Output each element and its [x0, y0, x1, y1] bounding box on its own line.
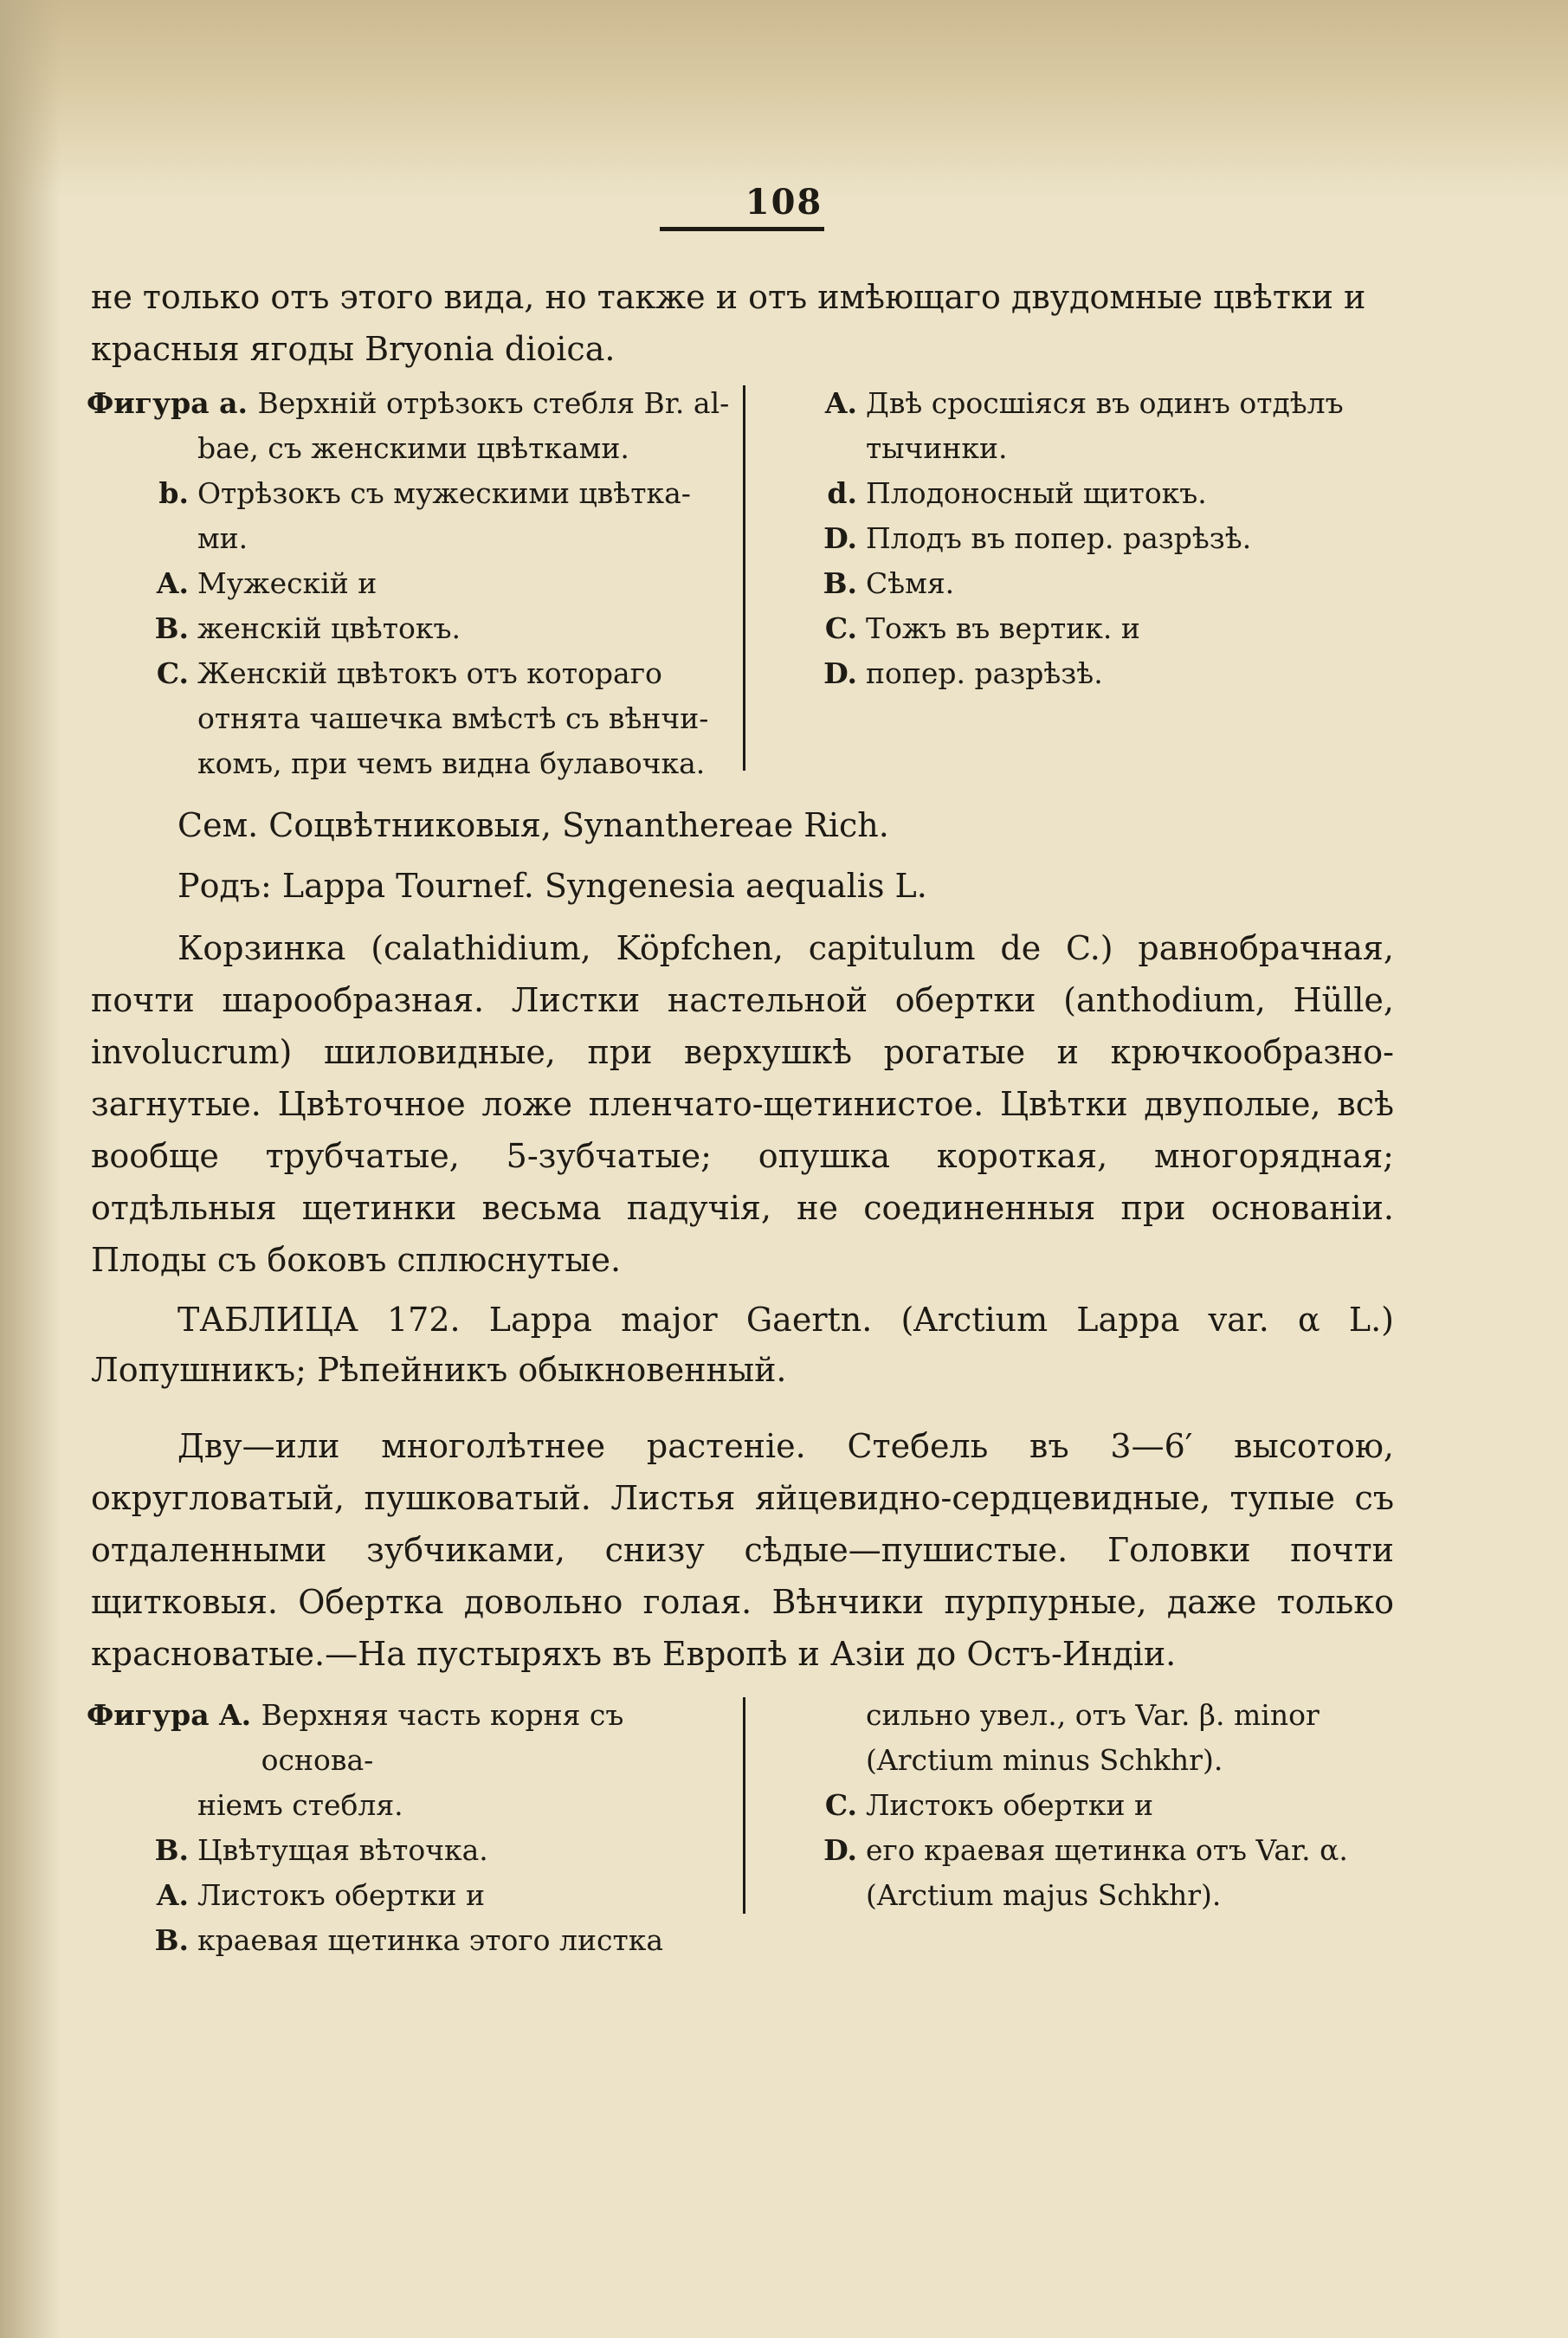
figure-letter: C.: [824, 611, 857, 645]
species-description: Дву—или многолѣтнее растеніе. Стебель въ 3—6′ высотою, округловатый, пушковатый. Листья яйцевидно-сердцевидные, тупые съ отдаленными зубчиками, снизу сѣдые—пушистые. Головки почти щитковыя. Обертка довольно голая. Вѣнчики пурпурные, даже только красноватые.—На пустыряхъ въ Европѣ и Азіи до Остъ-Индіи.: [91, 1427, 1394, 1673]
figure-legend-row: [87, 1828, 745, 1873]
figure-text: (Arctium minus Schkhr).: [866, 1743, 1223, 1777]
figure-legend-row: [810, 1828, 1398, 1873]
figure-letter: [87, 741, 197, 786]
page-top-stain: [0, 0, 1568, 199]
figure-text: ми.: [197, 521, 248, 555]
figure-text: попер. разрѣзѣ.: [866, 656, 1103, 690]
figure-legend-1-left: [87, 381, 745, 786]
intro-line-1: не только отъ этого вида, но также и отъ имѣющаго двудомные цвѣтки и: [91, 278, 1366, 316]
figure-text: Тожъ въ вертик. и: [866, 611, 1140, 645]
figure-legend-row: [87, 471, 745, 516]
figure-letter: B.: [154, 1833, 189, 1867]
figure-letter: B.: [154, 1923, 189, 1957]
figure-text: отнята чашечка вмѣстѣ съ вѣнчи-: [197, 701, 709, 735]
figure-letter: [87, 1783, 197, 1828]
figure-text: тычинки.: [866, 431, 1008, 465]
figure-letter: [810, 1873, 866, 1918]
figure-text: сильно увел., отъ Var. β. minor: [866, 1698, 1320, 1732]
figure-legend-row: [87, 1873, 745, 1918]
figure-letter: B.: [154, 611, 189, 645]
figure-legend-2-right: [810, 1693, 1398, 1918]
figure-label: Фигура a.: [87, 386, 258, 420]
figure-legend-row: [810, 426, 1398, 471]
figure-letter: D.: [823, 521, 857, 555]
figure-letter: [87, 426, 197, 471]
figure-text: Плодоносный щитокъ.: [866, 476, 1207, 510]
figure-letter: [810, 426, 866, 471]
figure-letter: [87, 516, 197, 561]
figure-legend-1-divider: [743, 385, 745, 771]
figure-letter: [87, 696, 197, 741]
intro-line-2: красныя ягоды Bryonia dioica.: [91, 330, 616, 368]
figure-label: Фигура A.: [87, 1698, 261, 1732]
figure-legend-row: [87, 381, 745, 426]
figure-legend-2-divider: [743, 1697, 745, 1914]
figure-letter: [810, 1738, 866, 1783]
page-number-rule: [660, 227, 824, 231]
figure-legend-row: [810, 1693, 1398, 1738]
figure-legend-row: [87, 516, 745, 561]
figure-text: Листокъ обертки и: [866, 1788, 1153, 1822]
figure-text: Верхній отрѣзокъ стебля Br. al-: [257, 386, 730, 420]
figure-text: краевая щетинка этого листка: [197, 1923, 664, 1957]
figure-legend-row: [87, 741, 745, 786]
figure-text: Плодъ въ попер. разрѣзѣ.: [866, 521, 1252, 555]
figure-text: Цвѣтущая вѣточка.: [197, 1833, 488, 1867]
figure-letter: A.: [156, 566, 189, 600]
figure-legend-row: [810, 516, 1398, 561]
figure-legend-row: [87, 426, 745, 471]
figure-letter: d.: [827, 476, 857, 510]
figure-legend-row: [810, 471, 1398, 516]
figure-legend-2-left: [87, 1693, 745, 1963]
figure-legend-row: [87, 1783, 745, 1828]
figure-text: Сѣмя.: [866, 566, 955, 600]
page-number: 108: [745, 182, 823, 223]
figure-legend-row: [87, 696, 745, 741]
figure-text: ніемъ стебля.: [197, 1788, 403, 1822]
figure-text: Листокъ обертки и: [197, 1878, 485, 1912]
figure-text: женскій цвѣтокъ.: [197, 611, 461, 645]
table-heading: ТАБЛИЦА 172. Lappa major Gaertn. (Arctium Lappa var. α L.) Лопушникъ; Рѣпейникъ обыкновенный.: [91, 1301, 1394, 1389]
figure-text: Женскій цвѣтокъ отъ котораго: [197, 656, 662, 690]
figure-text: Двѣ сросшіяся въ одинъ отдѣлъ: [866, 386, 1344, 420]
figure-legend-1-right: [810, 381, 1398, 696]
figure-legend-row: [810, 1873, 1398, 1918]
figure-legend-row: [810, 1783, 1398, 1828]
figure-legend-row: [810, 381, 1398, 426]
figure-legend-row: [87, 651, 745, 696]
figure-text: комъ, при чемъ видна булавочка.: [197, 746, 706, 780]
binding-shadow: [0, 0, 61, 2338]
figure-text: его краевая щетинка отъ Var. α.: [866, 1833, 1348, 1867]
figure-letter: D.: [823, 656, 857, 690]
genus-heading: Родъ: Lappa Tournef. Syngenesia aequalis L.: [177, 867, 927, 905]
figure-legend-row: [810, 606, 1398, 651]
figure-legend-row: [87, 606, 745, 651]
figure-legend-row: [810, 651, 1398, 696]
figure-letter: B.: [823, 566, 857, 600]
figure-text: bae, съ женскими цвѣтками.: [197, 431, 629, 465]
figure-legend-row: [87, 561, 745, 606]
figure-legend-row: [810, 1738, 1398, 1783]
figure-text: (Arctium majus Schkhr).: [866, 1878, 1222, 1912]
family-heading: Сем. Соцвѣтниковыя, Synantherеae Rich.: [177, 806, 889, 844]
figure-letter: C.: [156, 656, 189, 690]
figure-letter: b.: [158, 476, 189, 510]
genus-description: Корзинка (calathidium, Köpfchen, capitulum de C.) равнобрачная, почти шарообразная. Листки настельной обертки (anthodium, Hülle, involucrum) шиловидные, при верхушкѣ рогатые и крючкообразно-загнутые. Цвѣточное ложе пленчато-щетинистое. Цвѣтки двуполые, всѣ вообще трубчатые, 5-зубчатые; опушка короткая, многорядная; отдѣльныя щетинки весьма падучія, не соединенныя при основаніи. Плоды съ боковъ сплюснутые.: [91, 929, 1394, 1279]
figure-letter: A.: [156, 1878, 189, 1912]
figure-legend-row: [87, 1918, 745, 1963]
figure-letter: [810, 1693, 866, 1738]
figure-text: Верхняя часть корня съ основа-: [261, 1698, 624, 1777]
figure-legend-row: [810, 561, 1398, 606]
figure-text: Мужескій и: [197, 566, 377, 600]
figure-legend-row: [87, 1693, 745, 1783]
figure-letter: D.: [823, 1833, 857, 1867]
figure-letter: A.: [824, 386, 857, 420]
figure-letter: C.: [824, 1788, 857, 1822]
figure-text: Отрѣзокъ съ мужескими цвѣтка-: [197, 476, 691, 510]
